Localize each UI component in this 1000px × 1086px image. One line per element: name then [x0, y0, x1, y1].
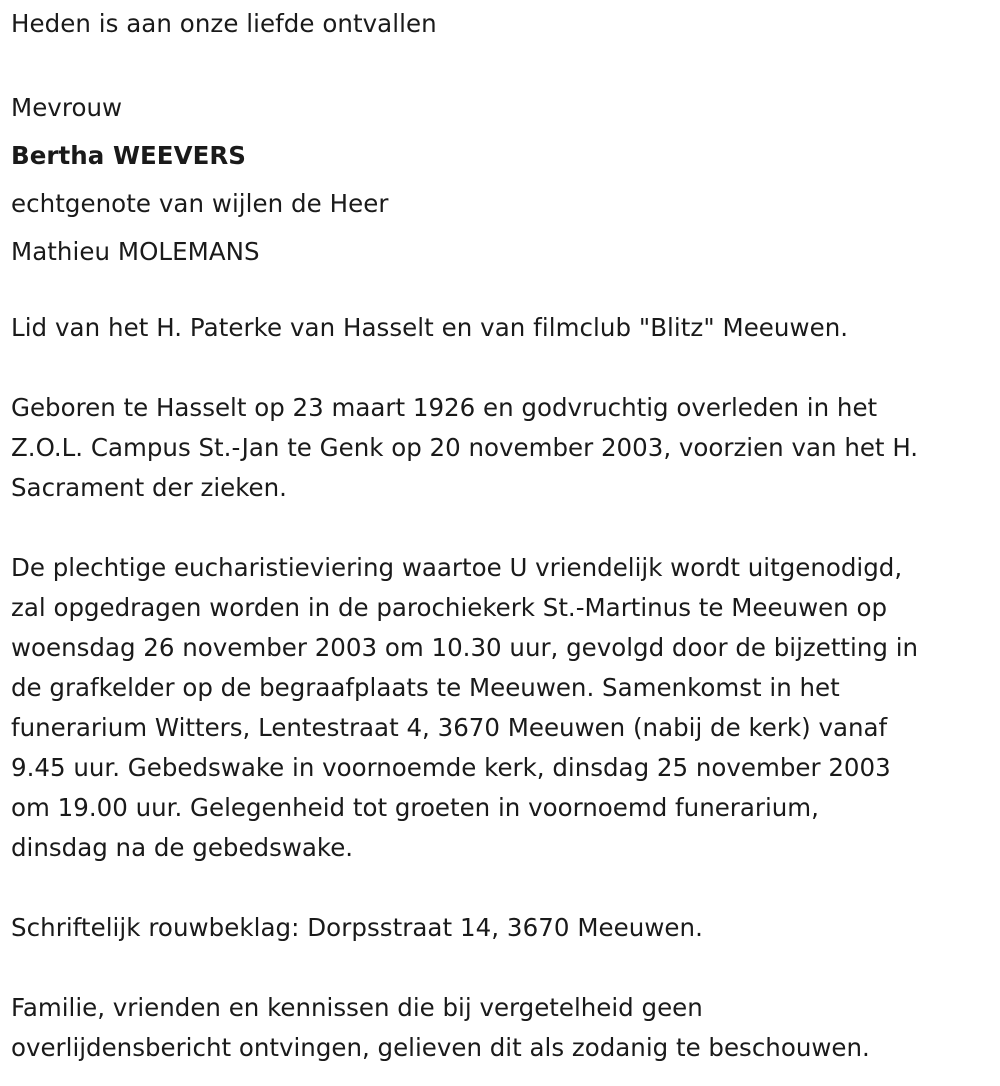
closing-line: Familie, vrienden en kennissen die bij vergetelheid geen [11, 993, 703, 1022]
ceremony-line: om 19.00 uur. Gelegenheid tot groeten in voornoemd funerarium, [11, 793, 819, 822]
spacer [11, 44, 996, 84]
spacer [11, 868, 996, 908]
birth-line: Z.O.L. Campus St.-Jan te Genk op 20 november 2003, voorzien van het H. [11, 433, 919, 462]
spacer [11, 348, 996, 388]
intro-line: Heden is aan onze liefde ontvallen [11, 9, 437, 38]
spacer [11, 276, 996, 308]
ceremony-line: funerarium Witters, Lentestraat 4, 3670 Meeuwen (nabij de kerk) vanaf [11, 713, 888, 742]
honorific: Mevrouw [11, 93, 123, 122]
ceremony-paragraph [11, 548, 996, 868]
spacer [11, 508, 996, 548]
birth-paragraph [11, 388, 996, 508]
ceremony-line: zal opgedragen worden in de parochiekerk St.-Martinus te Meeuwen op [11, 593, 888, 622]
spouse-name: Mathieu MOLEMANS [11, 237, 260, 266]
relation-line: echtgenote van wijlen de Heer [11, 189, 389, 218]
ceremony-line: woensdag 26 november 2003 om 10.30 uur, gevolgd door de bijzetting in [11, 633, 919, 662]
deceased-name: Bertha WEEVERS [11, 141, 246, 170]
closing-line: overlijdensbericht ontvingen, gelieven dit als zodanig te beschouwen. [11, 1033, 870, 1062]
membership-line: Lid van het H. Paterke van Hasselt en van filmclub "Blitz" Meeuwen. [11, 313, 849, 342]
birth-line: Geboren te Hasselt op 23 maart 1926 en godvruchtig overleden in het [11, 393, 878, 422]
condolence-line: Schriftelijk rouwbeklag: Dorpsstraat 14, 3670 Meeuwen. [11, 913, 703, 942]
closing-paragraph [11, 988, 996, 1068]
obituary-notice [11, 4, 996, 1068]
ceremony-line: dinsdag na de gebedswake. [11, 833, 354, 862]
birth-line: Sacrament der zieken. [11, 473, 287, 502]
ceremony-line: 9.45 uur. Gebedswake in voornoemde kerk, dinsdag 25 november 2003 [11, 753, 891, 782]
spacer [11, 948, 996, 988]
ceremony-line: de grafkelder op de begraafplaats te Meeuwen. Samenkomst in het [11, 673, 840, 702]
ceremony-line: De plechtige eucharistieviering waartoe U vriendelijk wordt uitgenodigd, [11, 553, 903, 582]
